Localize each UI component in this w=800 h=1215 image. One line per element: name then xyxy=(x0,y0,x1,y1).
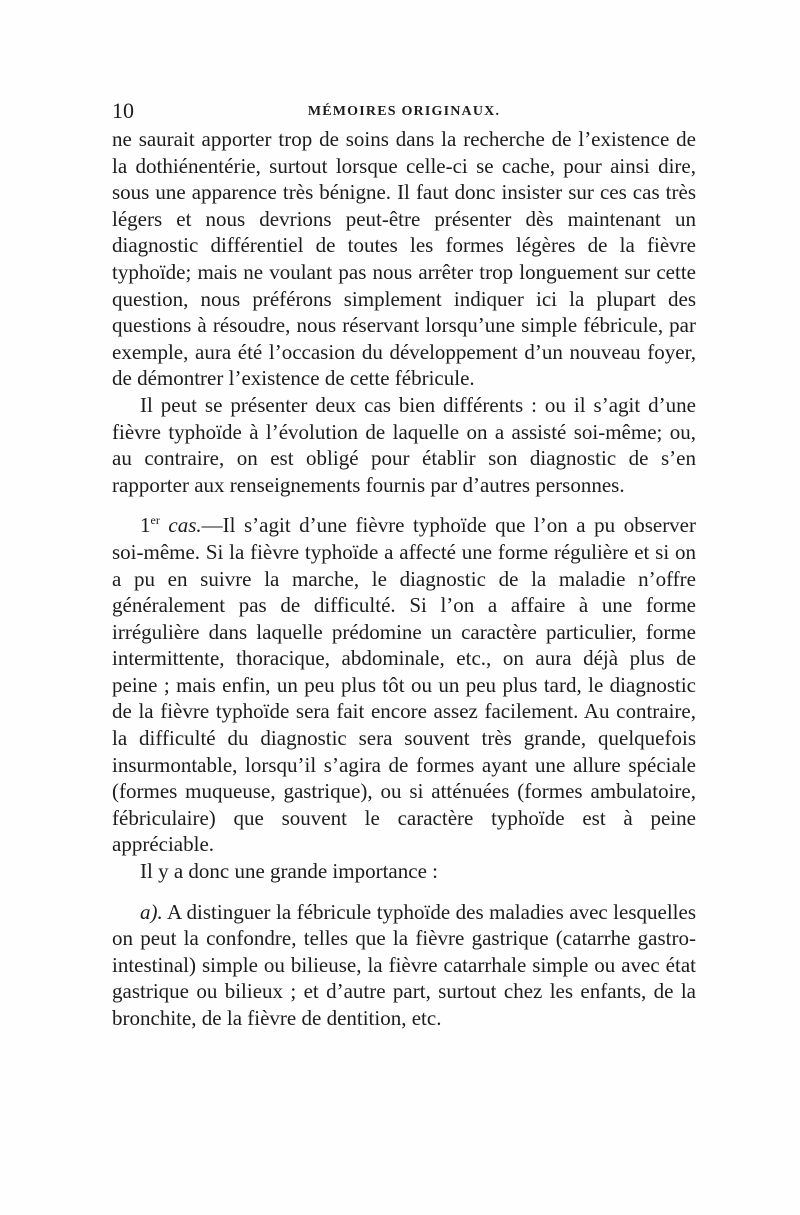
paragraph: Il y a donc une grande importance : xyxy=(140,859,438,884)
paragraph-text: A distinguer la fébricule typhoïde des maladies avec lesquelles on peut la confondre, telles que la fièvre gastrique (catarrhe gastro-intestinal) simple ou bilieuse, la fièvre catarrhale simple ou avec état gastrique ou bilieux ; et d’autre part, surtout chez les enfants, de la bronchite, de la fièvre de dentition, etc. xyxy=(112,899,696,1030)
body-text xyxy=(112,126,696,1032)
list-marker: a). xyxy=(140,899,163,924)
case-label: cas. xyxy=(168,513,202,538)
paragraph: ne saurait apporter trop de soins dans la recherche de l’existence de la dothiénentérie, surtout lorsque celle-ci se cache, pour ainsi dire, sous une apparence très bénigne. Il faut donc insister sur ces cas très légers et nous devrions peut-être présenter dès maintenant un diagnostic différentiel de toutes les formes légères de la fièvre typhoïde; mais ne voulant pas nous arrêter trop longuement sur cette question, nous préférons simplement indiquer ici la plupart des questions à résoudre, nous réservant lorsqu’une simple fébricule, par exemple, aura été l’occasion du développement d’un nouveau foyer, de démontrer l’existence de cette fébricule. xyxy=(112,127,696,391)
page-number: 10 xyxy=(112,98,134,123)
running-title: MÉMOIRES ORIGINAUX. xyxy=(307,104,501,119)
paragraph-text: —Il s’agit d’une fièvre typhoïde que l’on a pu observer soi-même. Si la fièvre typhoïde a affecté une forme régulière et si on a pu en suivre la marche, le diagnostic de la maladie n’offre généralement pas de difficulté. Si l’on a affaire à une forme irrégulière dans laquelle prédomine un caractère particulier, forme intermittente, thoracique, abdominale, etc., on aura déjà plus de peine ; mais enfin, un peu plus tôt ou un peu plus tard, le diagnostic de la fièvre typhoïde sera fait encore assez facilement. Au contraire, la difficulté du diagnostic sera souvent très grande, quelquefois insurmontable, lorsqu’il s’agira de formes ayant une allure spéciale (formes muqueuse, gastrique), ou si atténuées (formes ambulatoire, fébriculaire) que souvent le caractère typhoïde est à peine appréciable. xyxy=(112,513,696,857)
case-paragraph xyxy=(112,512,696,858)
case-number-superscript: er xyxy=(150,513,160,528)
running-header xyxy=(112,96,696,126)
case-number-digit: 1 xyxy=(140,513,151,538)
case-number xyxy=(140,513,160,537)
paragraph: Il peut se présenter deux cas bien différents : ou il s’agit d’une fièvre typhoïde à l’évolution de laquelle on a assisté soi-même; ou, au contraire, on est obligé pour établir son diagnostic de s’en rapporter aux renseignements fournis par d’autres personnes. xyxy=(112,392,696,497)
list-paragraph xyxy=(112,899,696,1032)
